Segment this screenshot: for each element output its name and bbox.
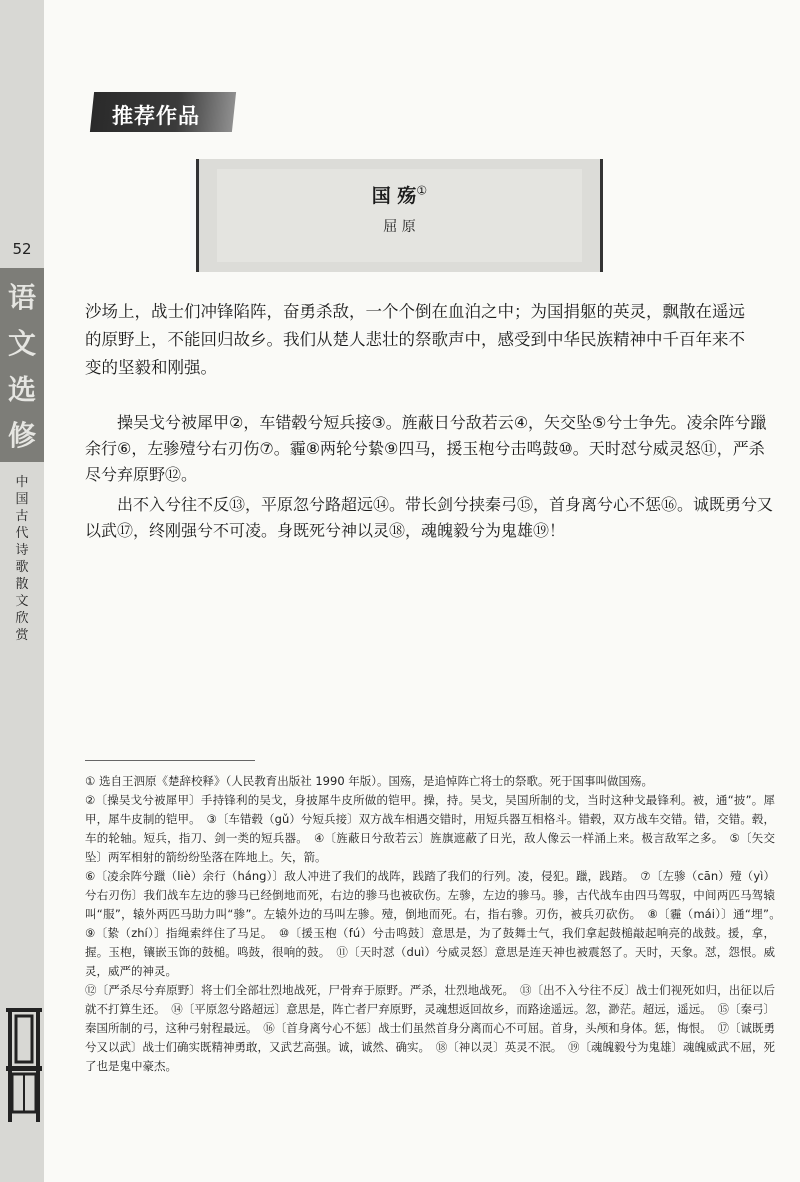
poem-author: 屈 原 <box>383 219 416 235</box>
series-char: 修 <box>7 419 36 452</box>
series-char: 选 <box>7 373 36 406</box>
chair-icon <box>4 1006 44 1126</box>
footnotes <box>85 772 787 1076</box>
series-title-block <box>0 268 44 462</box>
subtitle-char: 中 <box>15 475 29 490</box>
subtitle-char: 古 <box>15 509 29 524</box>
subtitle-char: 国 <box>15 492 29 507</box>
title-note-marker: ① <box>416 183 428 198</box>
section-banner: 推荐作品 <box>112 104 200 128</box>
subtitle-char: 散 <box>15 577 29 592</box>
intro-paragraph: 沙场上，战士们冲锋陷阵，奋勇杀敌，一个个倒在血泊之中；为国捐躯的英灵，飘散在遥远的原野上，不能回归故乡。我们从楚人悲壮的祭歌声中，感受到中华民族精神中千百年来不变的坚毅和刚强。 <box>85 302 745 377</box>
subtitle-char: 赏 <box>15 628 29 643</box>
footnote: ②〔操吴戈兮被犀甲〕手持锋利的吴戈，身披犀牛皮所做的铠甲。操，持。吴戈，吴国所制的戈，当时这种戈最锋利。被，通“披”。犀甲，犀牛皮制的铠甲。 ③〔车错毂（gǔ）兮短兵接〕双方战车相遇交错时，用短兵器互相格斗。错毂，双方战车交错。错，交错。毂，车的轮轴。短兵，指刀、剑一类的短兵器。 ④〔旌蔽日兮敌若云〕旌旗遮蔽了日光，敌人像云一样涌上来。极言敌军之多。 ⑤〔矢交坠〕两军相射的箭纷纷坠落在阵地上。矢，箭。 <box>85 793 775 864</box>
subtitle-char: 欣 <box>15 611 29 626</box>
series-char: 文 <box>7 327 36 360</box>
poem-body <box>85 410 775 548</box>
page-number: 52 <box>12 240 32 258</box>
book-subtitle <box>0 474 44 644</box>
footnote-divider <box>85 760 255 761</box>
poem-title-text: 国 殇 <box>371 185 417 207</box>
poem-stanza: 操吴戈兮被犀甲②，车错毂兮短兵接③。旌蔽日兮敌若云④，矢交坠⑤兮士争先。凌余阵兮躐余行⑥，左骖殪兮右刃伤⑦。霾⑧两轮兮絷⑨四马，援玉枹兮击鸣鼓⑩。天时怼兮威灵怒⑪，严杀尽兮弃原野⑫。 <box>85 413 767 484</box>
footnote: ⑫〔严杀尽兮弃原野〕将士们全部壮烈地战死，尸骨弃于原野。严杀，壮烈地战死。 ⑬〔出不入兮往不反〕战士们视死如归，出征以后就不打算生还。 ⑭〔平原忽兮路超远〕意思是，阵亡者尸弃原野，灵魂想返回故乡，而路途遥远。忽，渺茫。超远，遥远。 ⑮〔秦弓〕秦国所制的弓，这种弓射程最远。 ⑯〔首身离兮心不惩〕战士们虽然首身分离而心不可屈。首身，头颅和身体。惩，悔恨。 ⑰〔诚既勇兮又以武〕战士们确实既精神勇敢，又武艺高强。诚，诚然、确实。 ⑱〔神以灵〕英灵不泯。 ⑲〔魂魄毅兮为鬼雄〕魂魄威武不屈，死了也是鬼中豪杰。 <box>85 983 775 1073</box>
subtitle-char: 歌 <box>15 560 29 575</box>
subtitle-char: 诗 <box>15 543 29 558</box>
subtitle-char: 文 <box>15 594 29 609</box>
subtitle-char: 代 <box>15 526 29 541</box>
footnote: ① 选自王泗原《楚辞校释》（人民教育出版社 1990 年版）。国殇，是追悼阵亡将士的祭歌。死于国事叫做国殇。 <box>85 774 654 788</box>
series-char: 语 <box>7 281 36 314</box>
title-box <box>196 159 603 272</box>
poem-title <box>199 181 600 208</box>
footnote: ⑥〔凌余阵兮躐（liè）余行（háng）〕敌人冲进了我们的战阵，践踏了我们的行列。凌，侵犯。躐，践踏。 ⑦〔左骖（cān）殪（yì）兮右刃伤〕我们战车左边的骖马已经倒地而死，右边的骖马也被砍伤。左骖，左边的骖马。骖，古代战车由四马驾驭，中间两匹马驾辕叫“服”，辕外两匹马助力叫“骖”。左辕外边的马叫左骖。殪，倒地而死。右，指右骖。刃伤，被兵刃砍伤。 ⑧〔霾（mái）〕通“埋”。 ⑨〔絷（zhí）〕指绳索绊住了马足。 ⑩〔援玉枹（fú）兮击鸣鼓〕意思是，为了鼓舞士气，我们拿起鼓槌敲起响亮的战鼓。援，拿，握。玉枹，镶嵌玉饰的鼓槌。鸣鼓，很响的鼓。 ⑪〔天时怼（duì）兮威灵怒〕意思是连天神也被震怒了。天时，天象。怼，怨恨。威灵，威严的神灵。 <box>85 869 787 978</box>
poem-stanza: 出不入兮往不反⑬，平原忽兮路超远⑭。带长剑兮挟秦弓⑮，首身离兮心不惩⑯。诚既勇兮又以武⑰，终刚强兮不可凌。身既死兮神以灵⑱，魂魄毅兮为鬼雄⑲！ <box>85 495 774 540</box>
